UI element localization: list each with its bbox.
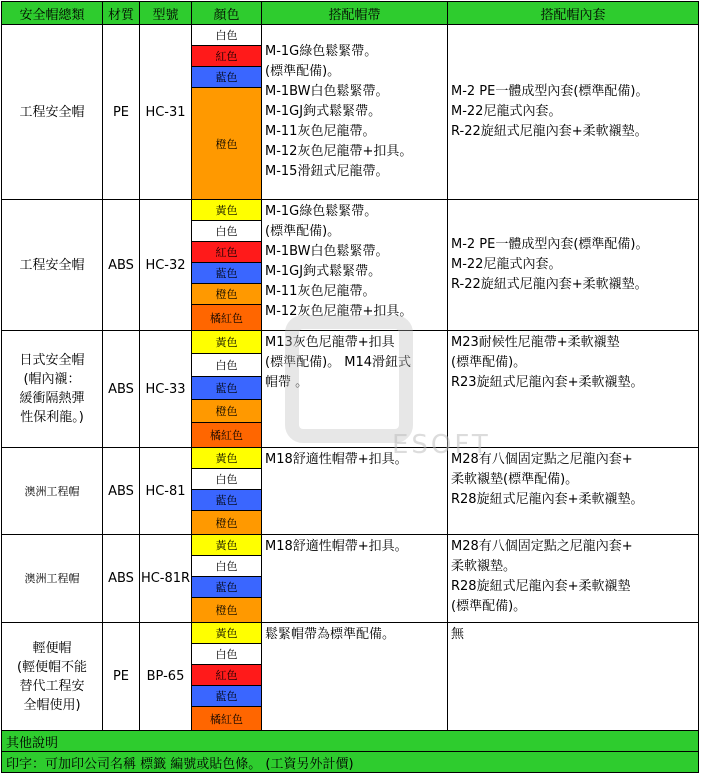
table-row xyxy=(2,448,699,535)
helmet-category: 工程安全帽 xyxy=(2,25,103,200)
other-notes-title: 其他說明 xyxy=(2,731,699,752)
strap-line: M-11灰色尼龍帶。 xyxy=(265,124,376,139)
strap-line: (標準配備)。 xyxy=(265,224,341,239)
liner-line: M-2 PE一體成型內套(標準配備)。 xyxy=(451,237,649,252)
liner-options xyxy=(448,25,699,200)
color-swatch: 橙色 xyxy=(192,88,261,199)
liner-line: R-22旋紐式尼龍內套+柔軟襯墊。 xyxy=(451,277,648,292)
liner-line: R-22旋紐式尼龍內套+柔軟襯墊。 xyxy=(451,124,648,139)
helmet-category: 澳洲工程帽 xyxy=(2,448,103,535)
header-material: 材質 xyxy=(103,2,140,25)
liner-options xyxy=(448,200,699,331)
strap-line: 帽帶 。 xyxy=(265,375,309,390)
material: ABS xyxy=(103,200,140,331)
model-number: BP-65 xyxy=(140,623,192,731)
header-model: 型號 xyxy=(140,2,192,25)
model-number: HC-32 xyxy=(140,200,192,331)
strap-options xyxy=(262,623,448,731)
strap-line: M-1BW白色鬆緊帶。 xyxy=(265,84,389,99)
color-swatch: 白色 xyxy=(192,644,261,665)
header-row xyxy=(2,2,699,25)
color-swatches xyxy=(192,25,262,200)
header-liner: 搭配帽內套 xyxy=(448,2,699,25)
material: PE xyxy=(103,25,140,200)
strap-options xyxy=(262,535,448,623)
color-swatch: 藍色 xyxy=(192,67,261,88)
color-swatches xyxy=(192,448,262,535)
header-color: 顏色 xyxy=(192,2,262,25)
color-swatch: 黃色 xyxy=(192,535,261,556)
liner-options xyxy=(448,535,699,623)
color-swatch: 橙色 xyxy=(192,598,261,622)
color-swatch: 橙色 xyxy=(192,400,261,423)
color-swatch: 白色 xyxy=(192,25,261,46)
strap-line: (標準配備)。 xyxy=(265,64,341,79)
color-swatch: 橘紅色 xyxy=(192,305,261,330)
liner-line: R28旋紐式尼龍內套+柔軟襯墊。 xyxy=(451,492,644,507)
color-swatch: 紅色 xyxy=(192,665,261,686)
strap-options xyxy=(262,25,448,200)
table-row xyxy=(2,200,699,331)
header-category: 安全帽總類 xyxy=(2,2,103,25)
model-number: HC-33 xyxy=(140,331,192,448)
color-swatch: 橘紅色 xyxy=(192,423,261,447)
color-swatch: 白色 xyxy=(192,354,261,377)
liner-line: 柔軟襯墊(標準配備)。 xyxy=(451,472,579,487)
color-swatch: 黃色 xyxy=(192,623,261,644)
color-swatch: 白色 xyxy=(192,469,261,490)
material: ABS xyxy=(103,535,140,623)
color-swatch: 橙色 xyxy=(192,284,261,305)
strap-line: M-11灰色尼龍帶。 xyxy=(265,284,376,299)
helmet-category: 日式安全帽 (帽內襯： 緩衝隔熱彈 性保利龍。) xyxy=(2,331,103,448)
material: ABS xyxy=(103,448,140,535)
liner-line: M-22尼龍式內套。 xyxy=(451,104,562,119)
liner-line: 無 xyxy=(451,627,465,642)
strap-line: M-1GJ鉤式鬆緊帶。 xyxy=(265,264,382,279)
material: PE xyxy=(103,623,140,731)
color-swatch: 橙色 xyxy=(192,511,261,534)
strap-line: M-1GJ鉤式鬆緊帶。 xyxy=(265,104,382,119)
color-swatch: 藍色 xyxy=(192,577,261,598)
strap-options xyxy=(262,448,448,535)
color-swatch: 白色 xyxy=(192,556,261,577)
table-row xyxy=(2,25,699,200)
color-swatch: 黃色 xyxy=(192,331,261,354)
helmet-category: 澳洲工程帽 xyxy=(2,535,103,623)
liner-options xyxy=(448,448,699,535)
liner-line: (標準配備)。 xyxy=(451,599,527,614)
print-note: 印字：可加印公司名稱 標籤 編號或貼色條。 (工資另外計價) xyxy=(2,752,699,773)
model-number: HC-31 xyxy=(140,25,192,200)
liner-options xyxy=(448,623,699,731)
liner-line: M28有八個固定點之尼龍內套+ xyxy=(451,452,633,467)
strap-line: M-1G綠色鬆緊帶。 xyxy=(265,44,378,59)
watermark-logo-icon xyxy=(285,315,413,443)
color-swatch: 藍色 xyxy=(192,263,261,284)
strap-line: 鬆緊帽帶為標準配備。 xyxy=(265,627,396,642)
color-swatches xyxy=(192,331,262,448)
strap-line: (標準配備)。 M14滑鈕式 xyxy=(265,355,412,370)
liner-line: 柔軟襯墊。 xyxy=(451,559,517,574)
liner-line: M28有八個固定點之尼龍內套+ xyxy=(451,539,633,554)
strap-line: M18舒適性帽帶+扣具。 xyxy=(265,539,408,554)
watermark-text: ESOFT xyxy=(392,430,491,460)
strap-line: M-1BW白色鬆緊帶。 xyxy=(265,244,389,259)
color-swatch: 黃色 xyxy=(192,448,261,469)
color-swatch: 黃色 xyxy=(192,200,261,221)
color-swatch: 橘紅色 xyxy=(192,707,261,730)
print-note-row xyxy=(2,752,699,773)
model-number: HC-81 xyxy=(140,448,192,535)
other-notes-row xyxy=(2,731,699,752)
strap-line: M13灰色尼龍帶+扣具 xyxy=(265,335,395,350)
color-swatch: 紅色 xyxy=(192,242,261,263)
color-swatch: 藍色 xyxy=(192,490,261,511)
liner-line: M23耐候性尼龍帶+柔軟襯墊 xyxy=(451,335,620,350)
strap-line: M-12灰色尼龍帶+扣具。 xyxy=(265,144,413,159)
color-swatch: 藍色 xyxy=(192,686,261,707)
strap-line: M-15滑鈕式尼龍帶。 xyxy=(265,164,389,179)
table-row xyxy=(2,623,699,731)
helmet-category: 工程安全帽 xyxy=(2,200,103,331)
helmet-category: 輕便帽 (輕便帽不能 替代工程安 全帽使用) xyxy=(2,623,103,731)
color-swatches xyxy=(192,200,262,331)
liner-line: (標準配備)。 xyxy=(451,355,527,370)
color-swatches xyxy=(192,535,262,623)
liner-line: R28旋紐式尼龍內套+柔軟襯墊 xyxy=(451,579,631,594)
color-swatch: 白色 xyxy=(192,221,261,242)
liner-line: M-2 PE一體成型內套(標準配備)。 xyxy=(451,84,649,99)
color-swatch: 藍色 xyxy=(192,377,261,400)
strap-line: M-1G綠色鬆緊帶。 xyxy=(265,204,378,219)
strap-line: M-12灰色尼龍帶+扣具。 xyxy=(265,304,413,319)
table-row xyxy=(2,535,699,623)
model-number: HC-81R xyxy=(140,535,192,623)
strap-line: M18舒適性帽帶+扣具。 xyxy=(265,452,408,467)
liner-line: R23旋紐式尼龍內套+柔軟襯墊。 xyxy=(451,375,644,390)
color-swatches xyxy=(192,623,262,731)
strap-options xyxy=(262,200,448,331)
header-strap: 搭配帽帶 xyxy=(262,2,448,25)
liner-line: M-22尼龍式內套。 xyxy=(451,257,562,272)
material: ABS xyxy=(103,331,140,448)
color-swatch: 紅色 xyxy=(192,46,261,67)
